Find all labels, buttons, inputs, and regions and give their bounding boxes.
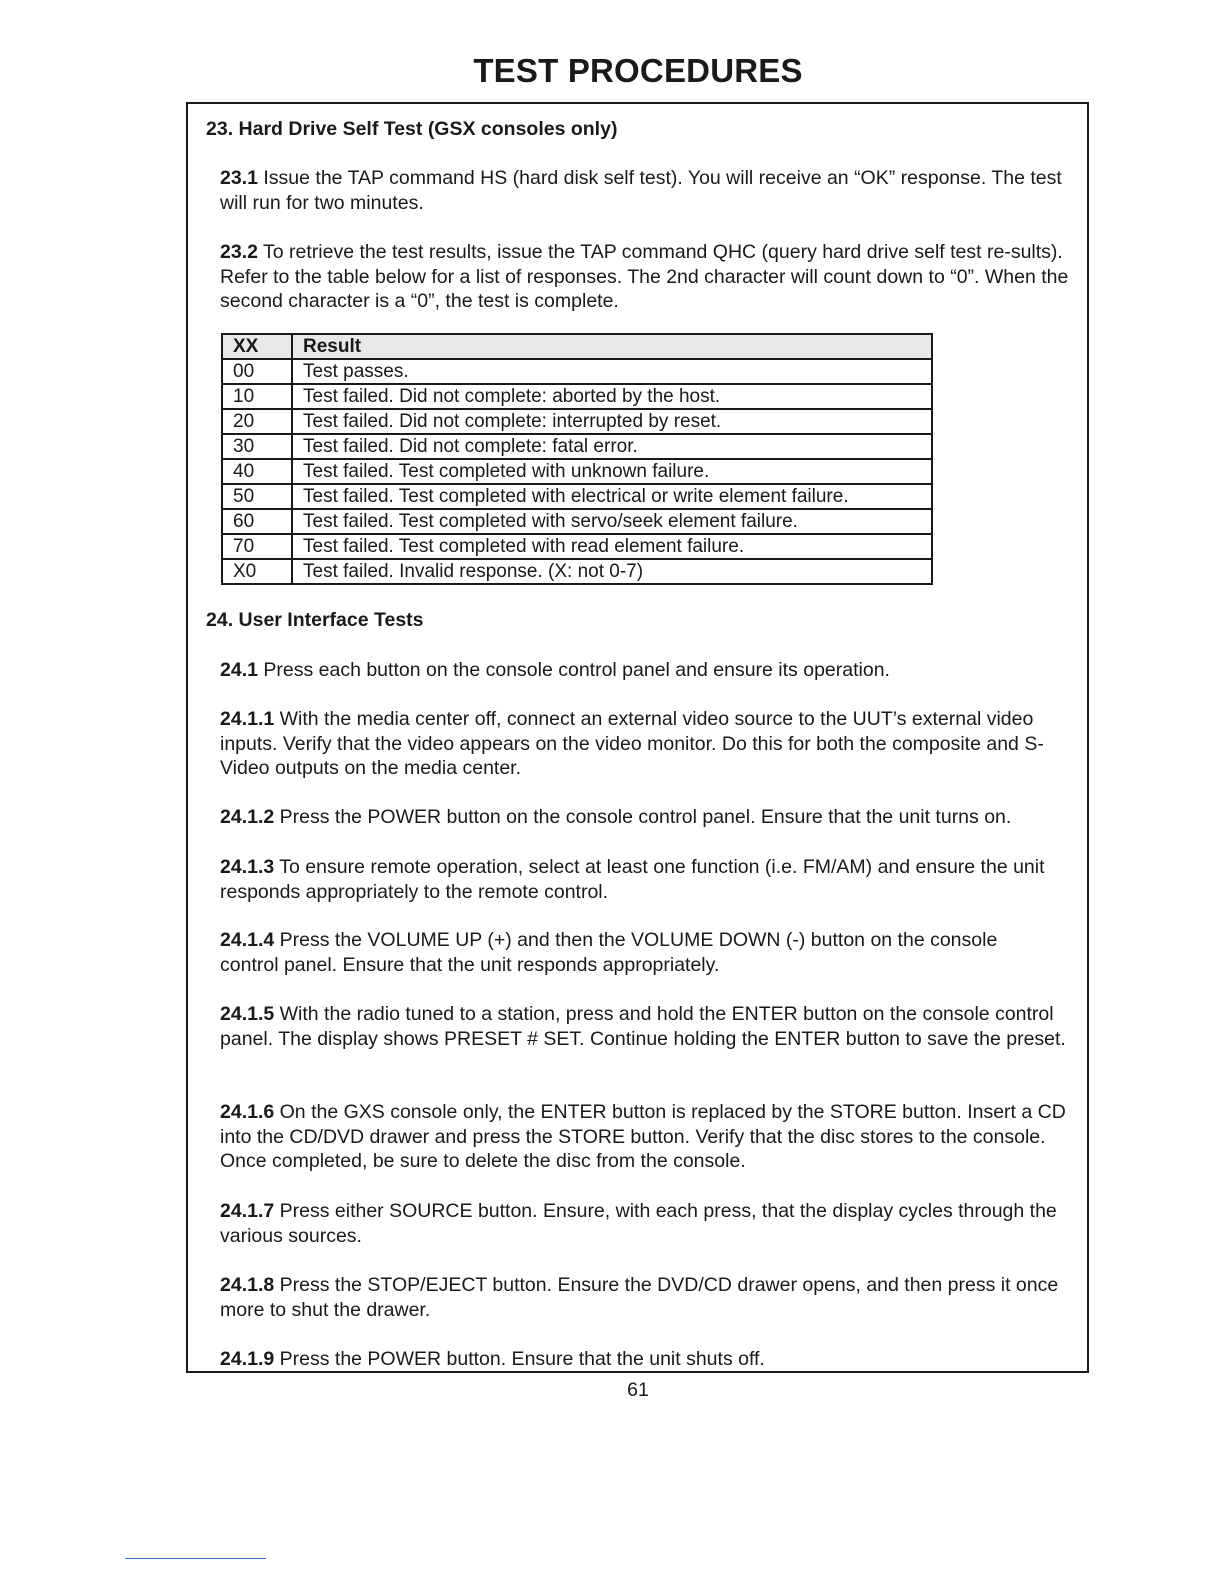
column-header-xx: XX [222, 334, 292, 359]
code-cell: 40 [222, 459, 292, 484]
paragraph-number: 23.1 [220, 167, 258, 189]
code-cell: 50 [222, 484, 292, 509]
paragraph-24-1-7 [220, 1199, 1080, 1248]
paragraph-text: With the media center off, connect an external video source to the UUT’s external video inputs. Verify that the video appears on the video monitor. Do this for both the composite and S-Video outputs on the media center. [220, 708, 1044, 780]
code-cell: 20 [222, 409, 292, 434]
code-cell: 70 [222, 534, 292, 559]
paragraph-text: Press either SOURCE button. Ensure, with each press, that the display cycles through the various sources. [220, 1200, 1057, 1247]
table-header-row [222, 334, 932, 359]
paragraph-text: Press the POWER button. Ensure that the unit shuts off. [274, 1348, 765, 1370]
paragraph-number: 24.1.2 [220, 806, 275, 828]
paragraph-text: On the GXS console only, the ENTER button is replaced by the STORE button. Insert a CD into the CD/DVD drawer and press the STORE button. Verify that the disc stores to the console. Once completed, be sure to delete the disc from the console. [220, 1101, 1066, 1173]
results-table [221, 333, 933, 585]
result-cell: Test failed. Did not complete: aborted by the host. [292, 384, 932, 409]
paragraph-number: 24.1.3 [220, 856, 275, 878]
result-cell: Test failed. Test completed with electrical or write element failure. [292, 484, 932, 509]
result-cell: Test failed. Test completed with read element failure. [292, 534, 932, 559]
table-row [222, 384, 932, 409]
paragraph-24-1-9 [220, 1347, 1090, 1372]
code-cell: 00 [222, 359, 292, 384]
code-cell: 10 [222, 384, 292, 409]
paragraph-text: To retrieve the test results, issue the TAP command QHC (query hard drive self test re-sults). Refer to the table below for a list of responses. The 2nd character will count down to “0”. When the second character is a “0”, the test is complete. [220, 241, 1069, 313]
result-cell: Test failed. Invalid response. (X: not 0-7) [292, 559, 932, 584]
page-number: 61 [627, 1379, 649, 1401]
paragraph-number: 24.1.1 [220, 708, 275, 730]
table-row [222, 534, 932, 559]
paragraph-text: To ensure remote operation, select at least one function (i.e. FM/AM) and ensure the unit responds appropriately to the remote control. [220, 856, 1045, 903]
paragraph-text: Press each button on the console control panel and ensure its operation. [257, 659, 890, 681]
paragraph-24-1 [220, 658, 1090, 683]
paragraph-24-1-1 [220, 707, 1082, 781]
paragraph-number: 24.1 [220, 659, 258, 681]
result-cell: Test passes. [292, 359, 932, 384]
paragraph-24-1-4 [220, 928, 1050, 977]
code-cell: 30 [222, 434, 292, 459]
column-header-result: Result [292, 334, 932, 359]
paragraph-number: 24.1.9 [220, 1348, 275, 1370]
result-cell: Test failed. Test completed with unknown failure. [292, 459, 932, 484]
result-cell: Test failed. Did not complete: fatal error. [292, 434, 932, 459]
code-cell: X0 [222, 559, 292, 584]
table-row [222, 559, 932, 584]
paragraph-number: 24.1.5 [220, 1003, 275, 1025]
paragraph-23-1 [220, 166, 1090, 215]
paragraph-24-1-3 [220, 855, 1090, 904]
paragraph-text: Press the POWER button on the console control panel. Ensure that the unit turns on. [274, 806, 1012, 828]
result-cell: Test failed. Test completed with servo/seek element failure. [292, 509, 932, 534]
paragraph-number: 24.1.7 [220, 1200, 275, 1222]
paragraph-text: Press the VOLUME UP (+) and then the VOLUME DOWN (-) button on the console control panel. Ensure that the unit responds appropriately. [220, 929, 998, 976]
paragraph-text: With the radio tuned to a station, press and hold the ENTER button on the console control panel. The display shows PRESET # SET. Continue holding the ENTER button to save the preset. [220, 1003, 1066, 1050]
paragraph-number: 24.1.4 [220, 929, 275, 951]
page-title: TEST PROCEDURES [473, 52, 803, 89]
paragraph-24-1-8 [220, 1273, 1070, 1322]
paragraph-number: 24.1.8 [220, 1274, 275, 1296]
table-row [222, 509, 932, 534]
code-cell: 60 [222, 509, 292, 534]
table-row [222, 434, 932, 459]
table-row [222, 484, 932, 509]
section-23-heading: 23. Hard Drive Self Test (GSX consoles only) [206, 118, 618, 140]
paragraph-24-1-5 [220, 1002, 1082, 1051]
paragraph-number: 24.1.6 [220, 1101, 275, 1123]
result-cell: Test failed. Did not complete: interrupted by reset. [292, 409, 932, 434]
paragraph-24-1-2 [220, 805, 1090, 830]
table-row [222, 359, 932, 384]
table-row [222, 409, 932, 434]
footer-rule [125, 1558, 266, 1559]
paragraph-text: Issue the TAP command HS (hard disk self test). You will receive an “OK” response. The test will run for two minutes. [220, 167, 1062, 214]
paragraph-text: Press the STOP/EJECT button. Ensure the DVD/CD drawer opens, and then press it once more to shut the drawer. [220, 1274, 1059, 1321]
paragraph-24-1-6 [220, 1100, 1082, 1174]
paragraph-number: 23.2 [220, 241, 258, 263]
section-24-heading: 24. User Interface Tests [206, 609, 424, 631]
paragraph-23-2 [220, 240, 1082, 314]
table-row [222, 459, 932, 484]
